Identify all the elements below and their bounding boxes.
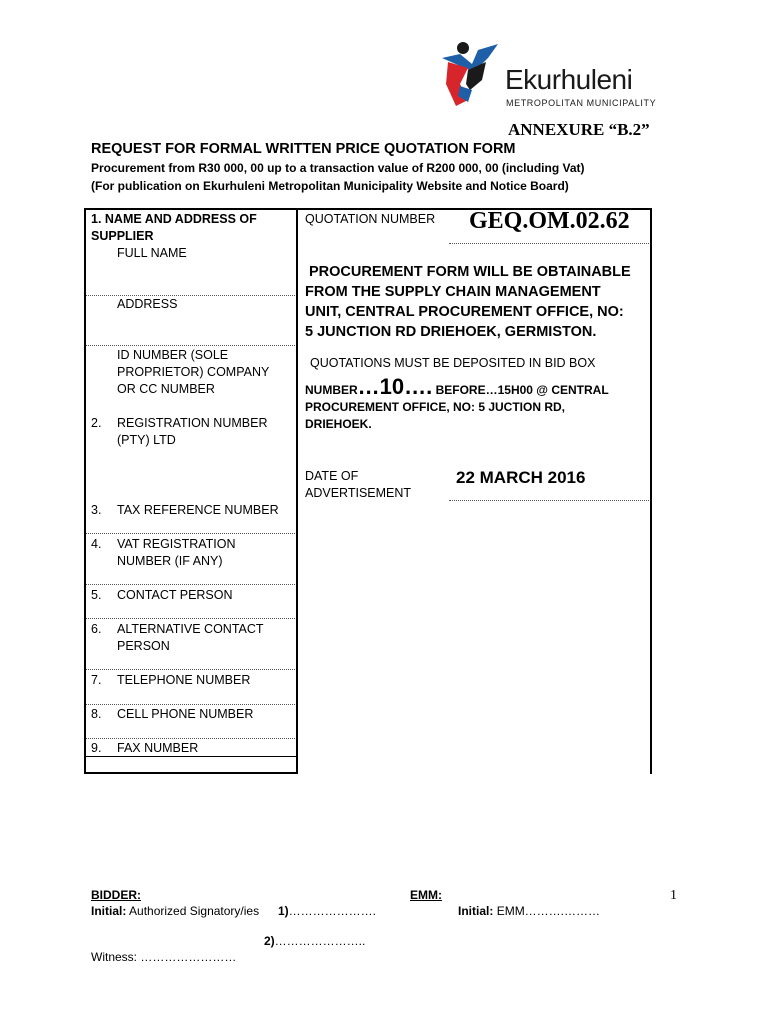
item-label: ALTERNATIVE CONTACT (117, 622, 264, 636)
field-line (86, 738, 295, 739)
emm-initial-value: EMM……….……… (496, 904, 601, 918)
table-left-border (84, 208, 86, 774)
date-label-line-2: ADVERTISEMENT (305, 486, 412, 500)
procurement-line-1: PROCUREMENT FORM WILL BE OBTAINABLE (309, 264, 631, 280)
id-number-label-1: ID NUMBER (SOLE (117, 348, 229, 362)
full-name-label: FULL NAME (117, 246, 187, 260)
item-number: 4. (91, 537, 102, 551)
bidder-initial (91, 904, 259, 918)
field-line (86, 704, 295, 705)
section-1-label-2: SUPPLIER (91, 229, 154, 243)
emm-initial-label: Initial: (458, 904, 494, 918)
item-label: CONTACT PERSON (117, 588, 233, 602)
date-label-line-1: DATE OF (305, 469, 359, 483)
bidder-initial-label: Initial: (91, 904, 127, 918)
deposit-line-4: DRIEHOEK. (305, 417, 372, 431)
table-right-border (650, 208, 652, 774)
section-1-label: 1. NAME AND ADDRESS OF (91, 212, 257, 226)
signature-2-line: ………………….. (274, 934, 366, 948)
advertisement-date: 22 MARCH 2016 (456, 468, 586, 487)
bid-box-number: …10…. (357, 374, 433, 399)
deposit-notice-1: QUOTATIONS MUST BE DEPOSITED IN BID BOX (310, 356, 596, 370)
item-label: FAX NUMBER (117, 741, 199, 755)
logo-subtitle: METROPOLITAN MUNICIPALITY (506, 98, 657, 108)
field-line (86, 669, 295, 670)
field-line (86, 533, 295, 534)
field-line (86, 584, 295, 585)
item-label: CELL PHONE NUMBER (117, 707, 254, 721)
procurement-notice (305, 262, 650, 342)
field-line (86, 618, 295, 619)
item-label: TAX REFERENCE NUMBER (117, 503, 279, 517)
bidder-label: BIDDER: (91, 888, 141, 902)
emm-initial (458, 904, 600, 918)
form-subtitle-1: Procurement from R30 000, 00 up to a transaction value of R200 000, 00 (including Vat) (91, 161, 585, 175)
procurement-line-4: 5 JUNCTION RD DRIEHOEK, GERMISTON. (305, 324, 597, 340)
item-label: REGISTRATION NUMBER (117, 416, 268, 430)
item-number: 3. (91, 503, 102, 517)
item-label-2: PERSON (117, 639, 170, 653)
date-line (449, 500, 649, 501)
logo-emblem-icon (442, 42, 498, 106)
signature-2 (264, 934, 365, 948)
form-subtitle-2: (For publication on Ekurhuleni Metropolitan Municipality Website and Notice Board) (91, 179, 569, 193)
item-number: 9. (91, 741, 102, 755)
signature-1-number: 1) (278, 904, 289, 918)
item-number: 2. (91, 416, 102, 430)
deposit-before: BEFORE…15H00 @ CENTRAL (432, 383, 609, 397)
item-label: VAT REGISTRATION (117, 537, 236, 551)
deposit-number-prefix: NUMBER (305, 383, 358, 397)
form-title: REQUEST FOR FORMAL WRITTEN PRICE QUOTATION FORM (91, 141, 516, 157)
deposit-notice (305, 374, 650, 433)
date-of-advertisement-label (305, 468, 411, 502)
address-label: ADDRESS (117, 297, 178, 311)
quotation-number-value: GEQ.OM.02.62 (469, 208, 630, 234)
item-label-2: NUMBER (IF ANY) (117, 554, 223, 568)
witness-line: Witness: …………………… (91, 950, 237, 964)
authorized-signatory: Authorized Signatory/ies (129, 904, 260, 918)
quotation-line (449, 243, 649, 244)
signature-2-number: 2) (264, 934, 275, 948)
deposit-line-3: PROCUREMENT OFFICE, NO: 5 JUCTION RD, (305, 400, 566, 414)
signature-1 (278, 904, 376, 918)
id-number-label-3: OR CC NUMBER (117, 382, 215, 396)
annexure-label: ANNEXURE “B.2” (508, 120, 650, 139)
item-number: 7. (91, 673, 102, 687)
item-label-2: (PTY) LTD (117, 433, 176, 447)
logo-wordmark: Ekurhuleni (505, 64, 633, 95)
left-col-bottom-border (84, 772, 298, 774)
quotation-number-label: QUOTATION NUMBER (305, 212, 436, 226)
signature-1-line: …………………. (288, 904, 377, 918)
procurement-line-2: FROM THE SUPPLY CHAIN MANAGEMENT (305, 284, 601, 300)
page-number: 1 (670, 888, 677, 903)
item-label: TELEPHONE NUMBER (117, 673, 251, 687)
item-number: 5. (91, 588, 102, 602)
procurement-line-3: UNIT, CENTRAL PROCUREMENT OFFICE, NO: (305, 304, 624, 320)
field-line (86, 345, 295, 346)
table-middle-border (296, 208, 298, 774)
emm-label: EMM: (410, 888, 442, 902)
item-number: 8. (91, 707, 102, 721)
item-number: 6. (91, 622, 102, 636)
id-number-label-2: PROPRIETOR) COMPANY (117, 365, 270, 379)
